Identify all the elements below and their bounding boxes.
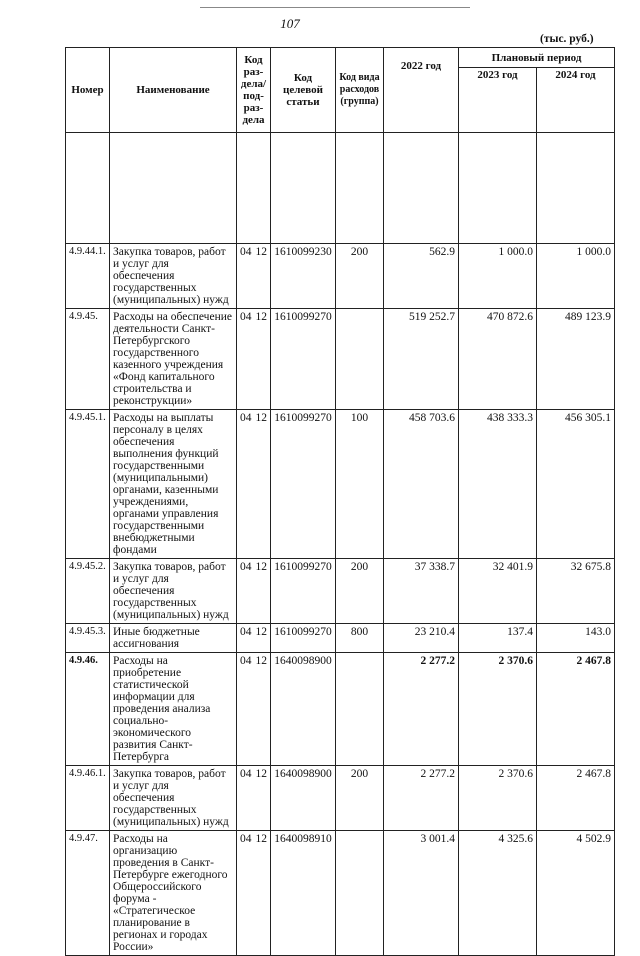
row-name: Расходы на организацию проведения в Санкт-Петербурге ежегодного Общероссийского форума - «Стратегическое планирование в регионах и городах России»	[110, 831, 237, 956]
row-target-code: 1610099270	[271, 410, 336, 559]
row-number: 4.9.45.	[66, 309, 110, 410]
row-razdel: 04	[240, 412, 252, 424]
row-name: Расходы на приобретение статистической информации для проведения анализа социально-экономического развития Санкт-Петербурга	[110, 653, 237, 766]
table-row	[66, 309, 615, 410]
row-section	[237, 559, 271, 624]
row-section	[237, 766, 271, 831]
table-row	[66, 244, 615, 309]
table-row	[66, 410, 615, 559]
row-number: 4.9.46.	[66, 653, 110, 766]
row-amount-2023: 32 401.9	[459, 559, 537, 624]
row-amount-2024: 4 502.9	[537, 831, 615, 956]
table-row	[66, 559, 615, 624]
units-label: (тыс. руб.)	[540, 33, 594, 45]
row-number: 4.9.45.3.	[66, 624, 110, 653]
row-amount-2024: 2 467.8	[537, 766, 615, 831]
row-expense-type	[336, 831, 384, 956]
row-podrazdel: 12	[255, 626, 267, 638]
header-number: Номер	[66, 48, 110, 133]
row-section	[237, 624, 271, 653]
row-amount-2022: 3 001.4	[384, 831, 459, 956]
row-razdel: 04	[240, 246, 252, 258]
row-name: Расходы на выплаты персоналу в целях обеспечения выполнения функций государственными (муниципальными) органами, казенными учреждениями, органами управления государственными внебюджетными фондами	[110, 410, 237, 559]
row-section	[237, 244, 271, 309]
row-podrazdel: 12	[255, 246, 267, 258]
row-expense-type: 100	[336, 410, 384, 559]
table-row	[66, 653, 615, 766]
row-amount-2022: 562.9	[384, 244, 459, 309]
row-target-code: 1640098900	[271, 766, 336, 831]
row-amount-2022: 23 210.4	[384, 624, 459, 653]
row-amount-2024: 1 000.0	[537, 244, 615, 309]
row-section	[237, 653, 271, 766]
header-year-2023: 2023 год	[459, 68, 537, 133]
row-amount-2022: 2 277.2	[384, 653, 459, 766]
row-target-code: 1640098900	[271, 653, 336, 766]
row-amount-2023: 2 370.6	[459, 766, 537, 831]
row-expense-type	[336, 653, 384, 766]
row-name: Закупка товаров, работ и услуг для обеспечения государственных (муниципальных) нужд	[110, 766, 237, 831]
row-amount-2022: 2 277.2	[384, 766, 459, 831]
row-amount-2022: 37 338.7	[384, 559, 459, 624]
row-amount-2022: 458 703.6	[384, 410, 459, 559]
row-expense-type	[336, 309, 384, 410]
row-razdel: 04	[240, 311, 252, 323]
row-podrazdel: 12	[255, 833, 267, 845]
row-amount-2022: 519 252.7	[384, 309, 459, 410]
row-podrazdel: 12	[255, 655, 267, 667]
row-amount-2023: 4 325.6	[459, 831, 537, 956]
row-name: Закупка товаров, работ и услуг для обеспечения государственных (муниципальных) нужд	[110, 559, 237, 624]
header-expense-type: Код вида расходов (группа)	[336, 48, 384, 133]
spacer-row	[66, 133, 615, 244]
row-razdel: 04	[240, 833, 252, 845]
row-section	[237, 309, 271, 410]
header-planned-period: Плановый период	[459, 48, 615, 68]
row-podrazdel: 12	[255, 561, 267, 573]
row-number: 4.9.46.1.	[66, 766, 110, 831]
row-number: 4.9.45.1.	[66, 410, 110, 559]
row-amount-2023: 470 872.6	[459, 309, 537, 410]
row-number: 4.9.44.1.	[66, 244, 110, 309]
row-section	[237, 831, 271, 956]
row-expense-type: 200	[336, 244, 384, 309]
row-expense-type: 200	[336, 766, 384, 831]
row-target-code: 1640098910	[271, 831, 336, 956]
header-target: Код целевой статьи	[271, 48, 336, 133]
row-razdel: 04	[240, 655, 252, 667]
header-year-2024: 2024 год	[537, 68, 615, 133]
top-rule	[200, 7, 470, 8]
header-name: Наименование	[110, 48, 237, 133]
header-year-2022: 2022 год	[384, 48, 459, 133]
row-name: Иные бюджетные ассигнования	[110, 624, 237, 653]
row-podrazdel: 12	[255, 412, 267, 424]
row-razdel: 04	[240, 768, 252, 780]
budget-table	[65, 47, 615, 956]
row-target-code: 1610099270	[271, 624, 336, 653]
row-expense-type: 200	[336, 559, 384, 624]
row-amount-2023: 137.4	[459, 624, 537, 653]
row-razdel: 04	[240, 561, 252, 573]
row-amount-2024: 489 123.9	[537, 309, 615, 410]
row-amount-2023: 1 000.0	[459, 244, 537, 309]
row-podrazdel: 12	[255, 311, 267, 323]
table-row	[66, 831, 615, 956]
row-amount-2024: 456 305.1	[537, 410, 615, 559]
row-amount-2024: 143.0	[537, 624, 615, 653]
row-amount-2023: 438 333.3	[459, 410, 537, 559]
row-amount-2024: 32 675.8	[537, 559, 615, 624]
row-target-code: 1610099230	[271, 244, 336, 309]
row-target-code: 1610099270	[271, 309, 336, 410]
header-section: Код раз-дела/ под-раз-дела	[237, 48, 271, 133]
row-name: Расходы на обеспечение деятельности Санкт-Петербургского государственного казенного учреждения «Фонд капитального строительства и реконструкции»	[110, 309, 237, 410]
row-amount-2023: 2 370.6	[459, 653, 537, 766]
row-name: Закупка товаров, работ и услуг для обеспечения государственных (муниципальных) нужд	[110, 244, 237, 309]
table-row	[66, 766, 615, 831]
page-number: 107	[280, 16, 300, 31]
row-razdel: 04	[240, 626, 252, 638]
row-section	[237, 410, 271, 559]
table-row	[66, 624, 615, 653]
row-target-code: 1610099270	[271, 559, 336, 624]
row-podrazdel: 12	[255, 768, 267, 780]
row-number: 4.9.45.2.	[66, 559, 110, 624]
row-amount-2024: 2 467.8	[537, 653, 615, 766]
row-number: 4.9.47.	[66, 831, 110, 956]
row-expense-type: 800	[336, 624, 384, 653]
